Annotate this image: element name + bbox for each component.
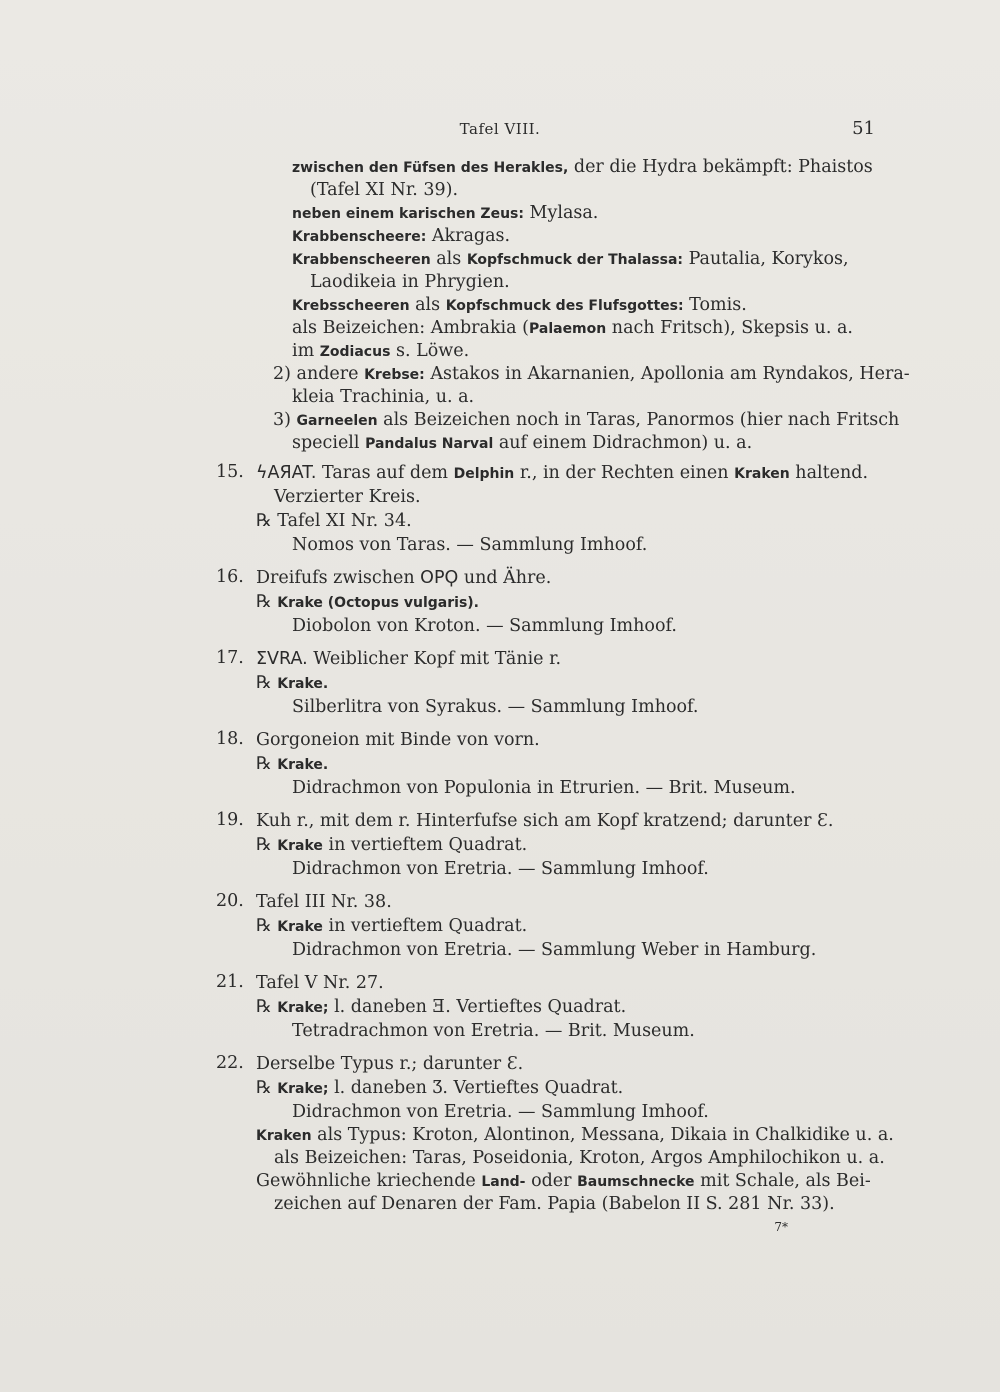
text-line: als Beizeichen: Ambrakia (Palaemon nach Fritsch), Skepsis u. a. (292, 318, 853, 338)
page-number: 51 (852, 118, 875, 139)
text-line: Nomos von Taras. — Sammlung Imhoof. (292, 535, 648, 555)
text-line: Diobolon von Kroton. — Sammlung Imhoof. (292, 616, 677, 636)
text-line: als Beizeichen: Taras, Poseidonia, Kroton, Argos Amphilochikon u. a. (274, 1148, 885, 1168)
text-line: ΣVRA. Weiblicher Kopf mit Tänie r. (256, 649, 562, 669)
text-line: (Tafel XI Nr. 39). (310, 180, 459, 200)
entry-number: 21. (216, 972, 244, 992)
text-line: Tetradrachmon von Eretria. — Brit. Museum. (292, 1021, 695, 1041)
text-line: zeichen auf Denaren der Fam. Papia (Babelon II S. 281 Nr. 33). (274, 1194, 835, 1214)
text-line: Dreifufs zwischen ΟΡϘ und Ähre. (256, 568, 552, 588)
text-line: Silberlitra von Syrakus. — Sammlung Imhoof. (292, 697, 699, 717)
text-line: Krabbenscheeren als Kopfschmuck der Thalassa: Pautalia, Korykos, (292, 249, 849, 269)
text-line: Didrachmon von Eretria. — Sammlung Imhoof. (292, 1102, 709, 1122)
entry-number: 20. (216, 891, 244, 911)
text-line: Didrachmon von Eretria. — Sammlung Imhoof. (292, 859, 709, 879)
text-line: Verzierter Kreis. (274, 487, 421, 507)
text-line: ℞ Krake; l. daneben Ǝ. Vertieftes Quadrat. (256, 997, 627, 1017)
text-line: im Zodiacus s. Löwe. (292, 341, 470, 361)
entry-number: 15. (216, 462, 244, 482)
text-line: Gorgoneion mit Binde von vorn. (256, 730, 540, 750)
text-line: speciell Pandalus Narval auf einem Didrachmon) u. a. (292, 433, 753, 453)
entry-number: 19. (216, 810, 244, 830)
text-line: ℞ Krake. (256, 673, 329, 693)
text-line: ℞ Krake in vertieftem Quadrat. (256, 916, 528, 936)
text-line: ℞ Krake. (256, 754, 329, 774)
text-line: Tafel III Nr. 38. (256, 892, 392, 912)
text-line: Krabbenscheere: Akragas. (292, 226, 511, 246)
entry-number: 17. (216, 648, 244, 668)
text-line: Derselbe Typus r.; darunter Ɛ. (256, 1054, 524, 1074)
text-line: Laodikeia in Phrygien. (310, 272, 510, 292)
text-line: neben einem karischen Zeus: Mylasa. (292, 203, 599, 223)
text-line: ℞ Krake in vertieftem Quadrat. (256, 835, 528, 855)
text-line: Kraken als Typus: Kroton, Alontinon, Messana, Dikaia in Chalkidike u. a. (256, 1125, 894, 1145)
text-line: ℞ Tafel XI Nr. 34. (256, 511, 412, 531)
text-line: kleia Trachinia, u. a. (292, 387, 475, 407)
running-header: Tafel VIII. (459, 120, 541, 138)
text-line: Didrachmon von Populonia in Etrurien. — Brit. Museum. (292, 778, 796, 798)
text-line: Krebsscheeren als Kopfschmuck des Flufsgottes: Tomis. (292, 295, 747, 315)
text-line: 2) andere Krebse: Astakos in Akarnanien, Apollonia am Ryndakos, Hera- (273, 364, 910, 384)
text-line: Kuh r., mit dem r. Hinterfufse sich am Kopf kratzend; darunter Ɛ. (256, 811, 834, 831)
text-line: ϟAЯAT. Taras auf dem Delphin r., in der Rechten einen Kraken haltend. (256, 463, 869, 483)
text-line: Gewöhnliche kriechende Land- oder Baumschnecke mit Schale, als Bei- (256, 1171, 871, 1191)
text-line: ℞ Krake (Octopus vulgaris). (256, 592, 479, 612)
entry-number: 18. (216, 729, 244, 749)
text-line: ℞ Krake; l. daneben Ʒ. Vertieftes Quadrat. (256, 1078, 624, 1098)
sheet-signature: 7* (774, 1220, 788, 1234)
text-line: 3) Garneelen als Beizeichen noch in Taras, Panormos (hier nach Fritsch (273, 410, 900, 430)
entry-number: 16. (216, 567, 244, 587)
text-line: zwischen den Füfsen des Herakles, der die Hydra bekämpft: Phaistos (292, 157, 873, 177)
text-line: Didrachmon von Eretria. — Sammlung Weber in Hamburg. (292, 940, 817, 960)
text-line: Tafel V Nr. 27. (256, 973, 384, 993)
entry-number: 22. (216, 1053, 244, 1073)
